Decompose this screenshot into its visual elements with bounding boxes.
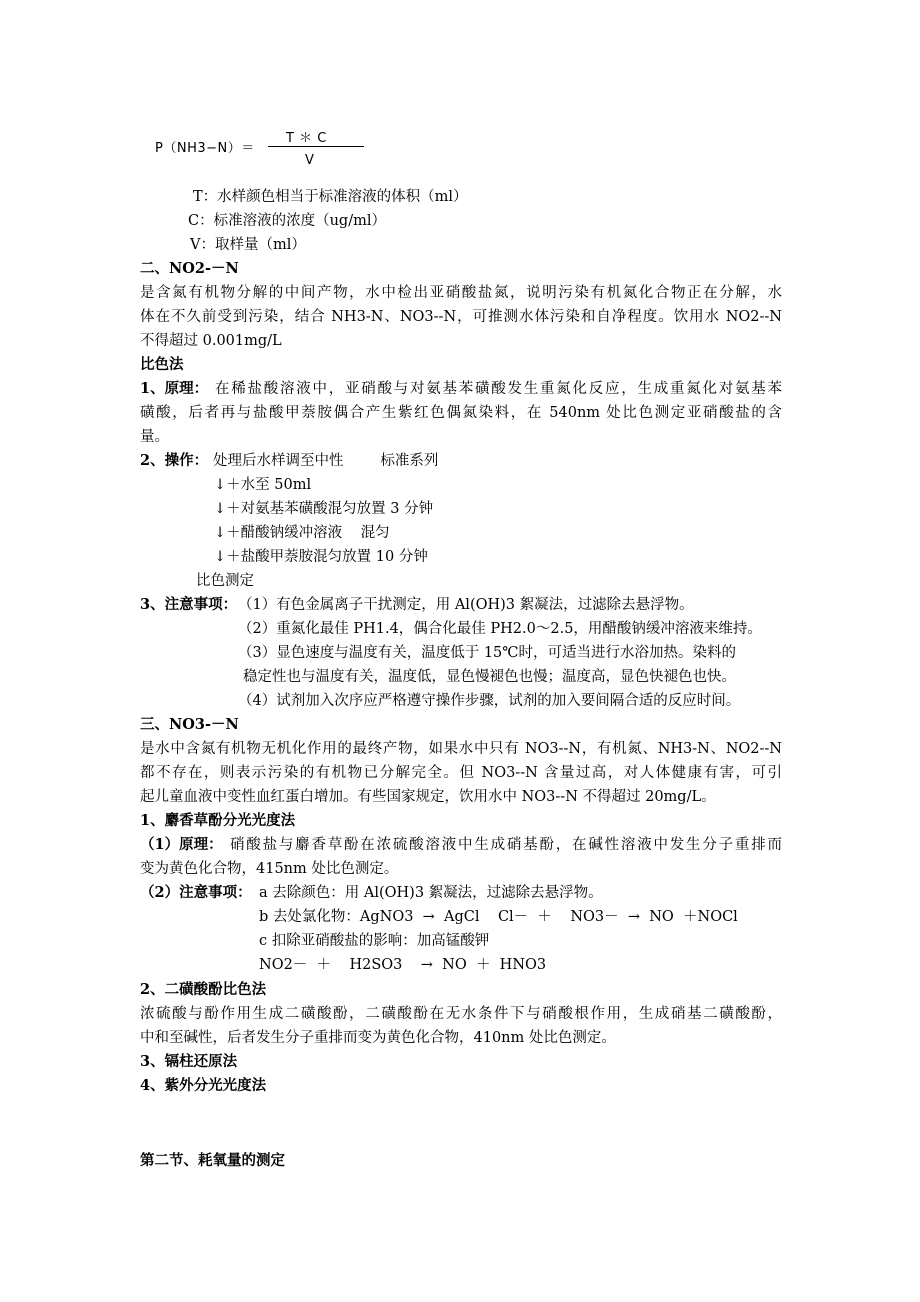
formula-denominator: V xyxy=(305,153,315,168)
paragraph-line: 磺酸，后者再与盐酸甲萘胺偶合产生紫红色偶氮染料，在 540nm 处比色测定亚硝酸盐的含 xyxy=(140,405,782,421)
section-heading-no3: 三、NO3-－N xyxy=(140,716,239,733)
principle-label: （1）原理： xyxy=(140,836,223,853)
next-section-heading: 第二节、耗氧量的测定 xyxy=(140,1152,285,1169)
definition-t: T：水样颜色相当于标准溶液的体积（ml） xyxy=(193,189,468,205)
paragraph-line: 是水中含氮有机物无机化作用的最终产物，如果水中只有 NO3--N，有机氮、NH3-N、NO2--N xyxy=(140,741,782,757)
section-heading-no2: 二、NO2-－N xyxy=(140,260,239,277)
principle-label: 1、原理： xyxy=(140,380,209,397)
paragraph-line: 中和至碱性，后者发生分子重排而变为黄色化合物，410nm 处比色测定。 xyxy=(140,1030,616,1046)
operation-last: 比色测定 xyxy=(196,573,254,589)
notes-label: 3、注意事项： xyxy=(140,596,238,613)
paragraph-line: 是含氮有机物分解的中间产物，水中检出亚硝酸盐氮，说明污染有机氮化合物正在分解，水 xyxy=(140,285,782,301)
operation-first: 处理后水样调至中性 标准系列 xyxy=(213,453,439,469)
paragraph-line: 起儿童血液中变性血红蛋白增加。有些国家规定，饮用水中 NO3--N 不得超过 20mg/L。 xyxy=(140,789,716,805)
paragraph-line: 浓硫酸与酚作用生成二磺酸酚，二磺酸酚在无水条件下与硝酸根作用，生成硝基二磺酸酚， xyxy=(140,1006,782,1022)
formula-numerator: T ＊ C xyxy=(286,131,327,146)
note-line: 稳定性也与温度有关，温度低，显色慢褪色也慢；温度高，显色快褪色也快。 xyxy=(243,669,736,685)
operation-step: ↓＋水至 50ml xyxy=(214,477,312,493)
definition-v: V：取样量（ml） xyxy=(190,237,306,253)
definition-c: C：标准溶液的浓度（ug/ml） xyxy=(188,213,386,229)
method-heading: 1、麝香草酚分光光度法 xyxy=(140,812,296,829)
paragraph-line: 量。 xyxy=(140,429,169,445)
operation-label: 2、操作： xyxy=(140,452,209,469)
operation-step: ↓＋对氨基苯磺酸混匀放置 3 分钟 xyxy=(214,501,434,517)
note-line: （2）重氮化最佳 PH1.4，偶合化最佳 PH2.0～2.5，用醋酸钠缓冲溶液来维持。 xyxy=(238,621,762,637)
operation-step: ↓＋盐酸甲萘胺混匀放置 10 分钟 xyxy=(214,549,428,565)
method-heading: 比色法 xyxy=(140,356,184,373)
paragraph-line: 体在不久前受到污染，结合 NH3-N、NO3--N，可推测水体污染和自净程度。饮用水 NO2--N xyxy=(140,309,782,325)
note-line: （4）试剂加入次序应严格遵守操作步骤，试剂的加入要间隔合适的反应时间。 xyxy=(238,693,741,709)
paragraph-line: 不得超过 0.001mg/L xyxy=(140,333,282,349)
note-line: c 扣除亚硝酸盐的影响：加高锰酸钾 xyxy=(259,933,490,949)
method-heading: 3、镉柱还原法 xyxy=(140,1053,238,1070)
formula-lhs: P（NH3−N）＝ xyxy=(155,141,255,156)
method-heading: 2、二磺酸酚比色法 xyxy=(140,981,267,998)
note-line: b 去处氯化物：AgNO3 → AgCl Cl－ ＋ NO3－ → NO ＋NOCl xyxy=(259,909,738,925)
fraction-bar xyxy=(268,146,364,147)
notes-label: （2）注意事项： xyxy=(140,884,252,901)
note-line: a 去除颜色：用 Al(OH)3 絮凝法，过滤除去悬浮物。 xyxy=(259,885,603,901)
note-line: NO2－ ＋ H2SO3 → NO ＋ HNO3 xyxy=(259,957,547,973)
operation-step: ↓＋醋酸钠缓冲溶液 混匀 xyxy=(214,525,390,541)
note-line: （3）显色速度与温度有关，温度低于 15℃时，可适当进行水浴加热。染料的 xyxy=(238,645,737,661)
paragraph-line: 变为黄色化合物，415nm 处比色测定。 xyxy=(140,861,399,877)
method-heading: 4、紫外分光光度法 xyxy=(140,1077,267,1094)
note-line: （1）有色金属离子干扰测定，用 Al(OH)3 絮凝法，过滤除去悬浮物。 xyxy=(238,597,694,613)
paragraph-line: 硝酸盐与麝香草酚在浓硫酸溶液中生成硝基酚，在碱性溶液中发生分子重排而 xyxy=(230,837,782,853)
paragraph-line: 在稀盐酸溶液中，亚硝酸与对氨基苯磺酸发生重氮化反应，生成重氮化对氨基苯 xyxy=(215,381,782,397)
paragraph-line: 都不存在，则表示污染的有机物已分解完全。但 NO3--N 含量过高，对人体健康有害，可引 xyxy=(140,765,782,781)
